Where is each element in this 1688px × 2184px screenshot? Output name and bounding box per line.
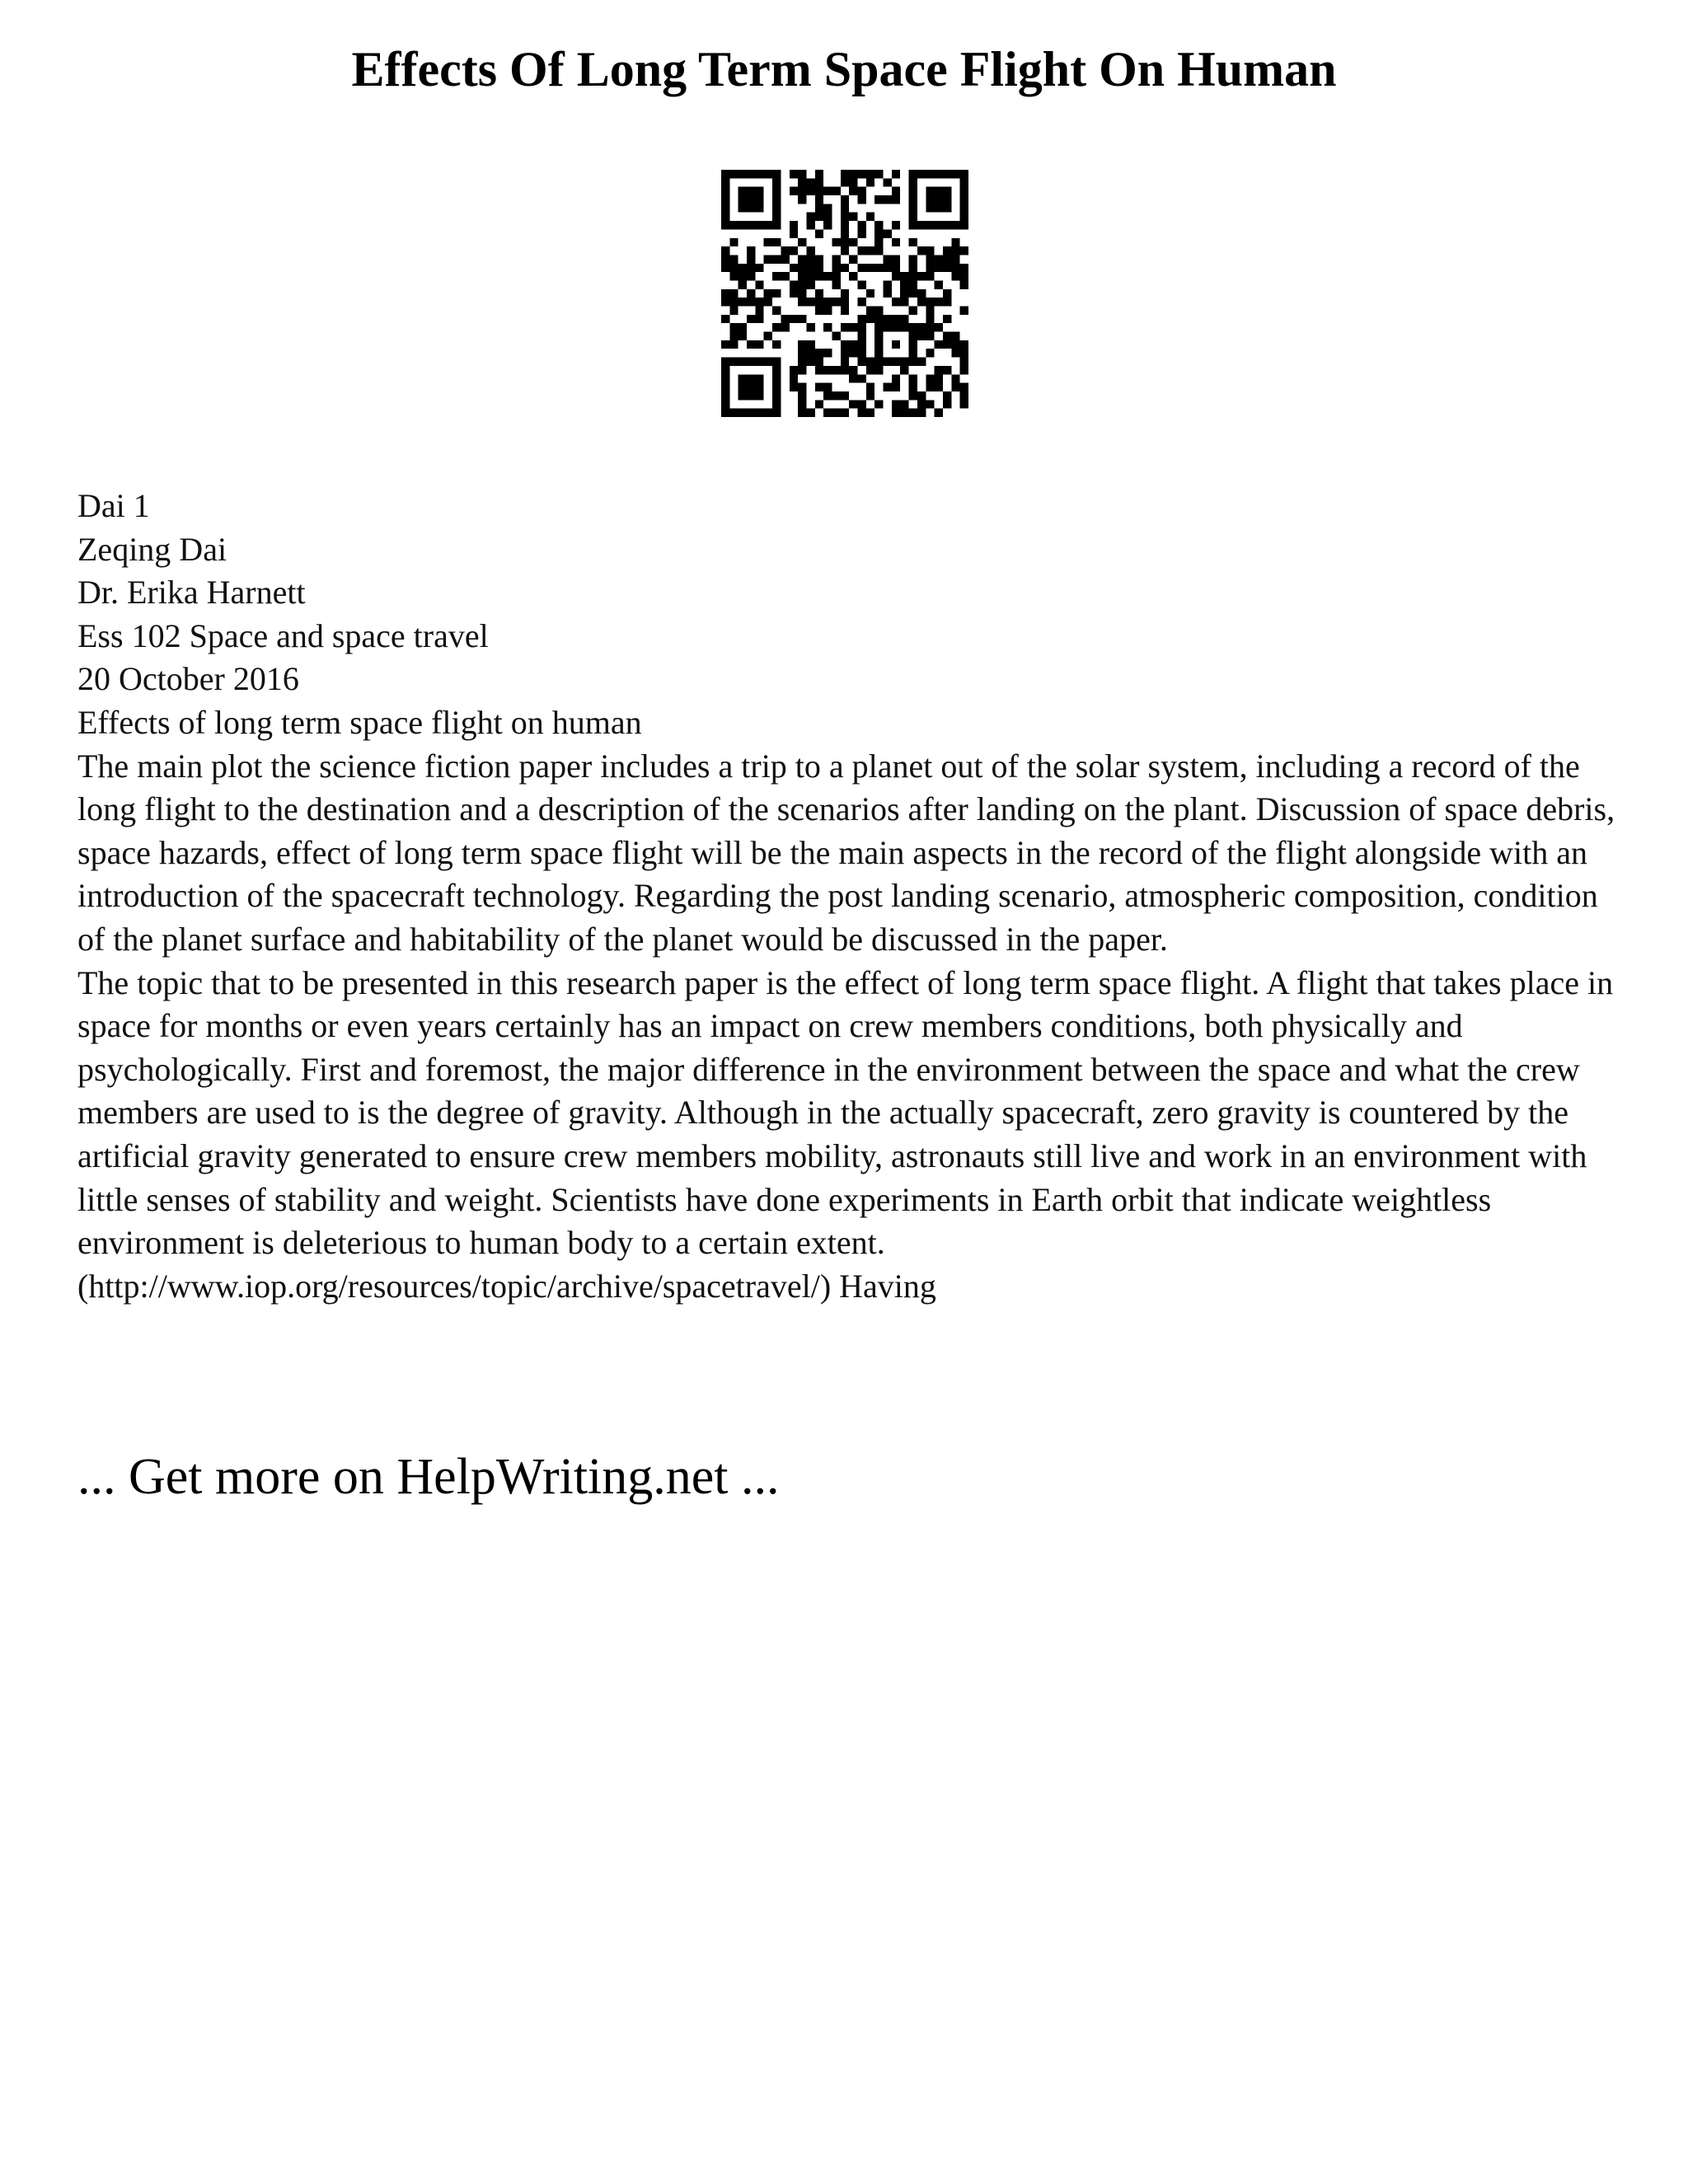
qr-code-modules	[721, 170, 968, 417]
qr-code-icon[interactable]	[721, 170, 968, 417]
header-date: 20 October 2016	[77, 660, 299, 698]
get-more-link[interactable]: ... Get more on HelpWriting.net ...	[77, 1449, 780, 1505]
document-body	[77, 485, 1627, 1308]
document-title: Effects Of Long Term Space Flight On Human	[351, 42, 1337, 96]
header-page-number: Dai 1	[77, 487, 150, 524]
header-course: Ess 102 Space and space travel	[77, 616, 489, 654]
body-paragraph-2: The topic that to be presented in this research paper is the effect of long term space flight. A flight that takes place in space for months or even years certainly has an impact on crew members conditions, both physically and psychologically. First and foremost, the major difference in the environment between the space and what the crew members are used to is the degree of gravity. Although in the actually spacecraft, zero gravity is countered by the artificial gravity generated to ensure crew members mobility, astronauts still live and work in an environment with little senses of stability and weight. Scientists have done experiments in Earth orbit that indicate weightless environment is deleterious to human body to a certain extent. (http://www.iop.org/resources/topic/archive/spacetravel/) Having	[77, 963, 1614, 1305]
body-paragraph-1: The main plot the science fiction paper includes a trip to a planet out of the solar system, including a record of the long flight to the destination and a description of the scenarios after landing on the plant. Discussion of space debris, space hazards, effect of long term space flight will be the main aspects in the record of the flight alongside with an introduction of the spacecraft technology. Regarding the post landing scenario, atmospheric composition, condition of the planet surface and habitability of the planet would be discussed in the paper.	[77, 747, 1615, 958]
header-paper-title: Effects of long term space flight on human	[77, 703, 642, 741]
header-author: Zeqing Dai	[77, 530, 227, 568]
header-instructor: Dr. Erika Harnett	[77, 574, 306, 612]
